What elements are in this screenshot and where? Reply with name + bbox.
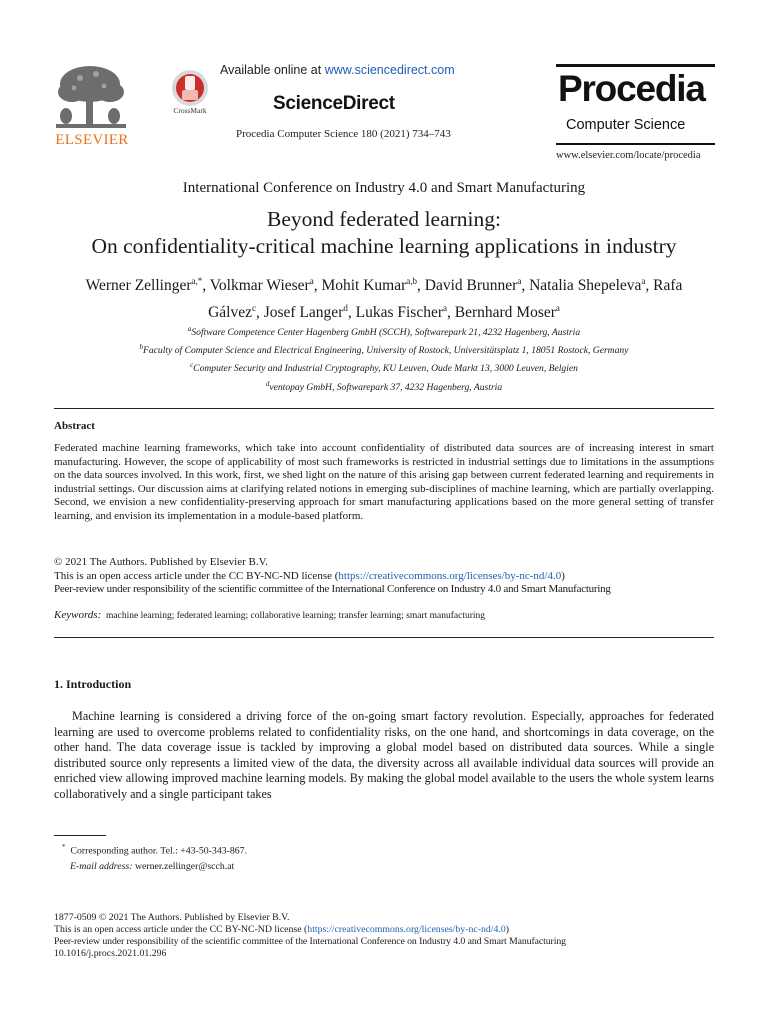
available-online [220, 63, 455, 77]
footer-license-line [54, 924, 734, 936]
license-suffix: ) [561, 569, 565, 582]
footnote-divider [54, 835, 106, 836]
page-footer [54, 912, 734, 960]
affiliation-line [0, 340, 768, 358]
copyright-block [54, 556, 734, 597]
author-affiliation-marker: a [555, 303, 560, 314]
author-name: Bernhard Moser [454, 304, 556, 322]
affiliation-list [0, 322, 768, 395]
abstract-text: Federated machine learning frameworks, which take into account confidentiality of distributed data sources are of increasing interest in smart manufacturing. However, the scope of applicability of most such frameworks is restricted in industrial settings due to limitations in the assumptions on the data sources involved. In this work, first, we shed light on the nature of this arising gap between current federated learning and requirements in industrial settings. Our discussion aims at clarifying related notions in emerging sub-disciplines of machine learning, which are partially overlapping. Second, we envision a new confidentiality-preserving approach for smart manufacturing applications based on the more general setting of transfer learning, and envision its implementation in a module-based platform. [54, 442, 714, 522]
keywords-text: machine learning; federated learning; collaborative learning; transfer learning; smart manufacturing [106, 611, 486, 621]
journal-url-link[interactable]: www.elsevier.com/locate/procedia [556, 150, 701, 161]
license-prefix: This is an open access article under the CC BY-NC-ND license ( [54, 569, 339, 582]
keywords-label: Keywords: [54, 609, 102, 621]
footnote-marker: * [62, 843, 66, 851]
affiliation-line [0, 358, 768, 376]
doi-line[interactable]: 10.1016/j.procs.2021.01.296 [54, 948, 167, 959]
corresponding-author-line [62, 839, 247, 859]
email-label: E-mail address: [70, 861, 133, 873]
footer-license-suffix: ) [505, 924, 509, 935]
license-line [54, 570, 734, 584]
title-line-1: Beyond federated learning: [266, 207, 501, 231]
affiliation-marker: d [265, 379, 270, 388]
abstract-heading: Abstract [54, 420, 95, 432]
affiliation-text: Faculty of Computer Science and Electrical Engineering, University of Rostock, Universitätsplatz 1, 18051 Rostock, Germany [143, 345, 629, 357]
introduction-paragraph: Machine learning is considered a driving force of the on-going smart factory revolution. Especially, approaches for federated learning are used to overcome problems related to confidentiality risks, on the one hand, and shortcomings in data coverage, on the other hand. The data coverage issue is tackled by improving a global model based on distributed data sources. While a single distributed source only represents a limited view of the data, the diversity across all available individual data sources will provide an enriched view allowing improved machine learning models. By making the global model available to the users the whole system learns collaboratively and a single participant takes [54, 709, 714, 801]
author-name: Werner Zellinger [85, 277, 192, 295]
author-name: David Brunner [424, 277, 518, 295]
introduction-text [54, 709, 714, 802]
author-affiliation-marker: a,* [191, 276, 203, 286]
author-name: Josef Langer [263, 304, 344, 322]
section-heading-introduction: 1. Introduction [54, 677, 132, 691]
divider-top [54, 408, 714, 409]
elsevier-wordmark: ELSEVIER [55, 132, 129, 148]
footnote [62, 839, 247, 875]
affiliation-text: Software Competence Center Hagenberg GmbH (SCCH), Softwarepark 21, 4232 Hagenberg, Austria [191, 327, 581, 339]
author-affiliation-marker: a,b [406, 276, 418, 286]
issn-line: 1877-0509 © 2021 The Authors. Published by Elsevier B.V. [54, 912, 290, 923]
procedia-title: Procedia [558, 68, 705, 109]
author-name: Volkmar Wieser [209, 277, 310, 295]
sciencedirect-link[interactable]: www.sciencedirect.com [324, 63, 455, 77]
author-name: Rafa Gálvez [208, 277, 683, 322]
procedia-subtitle: Computer Science [566, 117, 686, 133]
title-line-2: On confidentiality-critical machine learning applications in industry [91, 234, 677, 258]
footer-license-prefix: This is an open access article under the CC BY-NC-ND license ( [54, 924, 308, 935]
author-name: Natalia Shepeleva [529, 277, 642, 295]
sciencedirect-brand: ScienceDirect [273, 93, 395, 114]
affiliation-line [0, 377, 768, 395]
author-name: Lukas Fischer [355, 304, 443, 322]
conference-name: International Conference on Industry 4.0 and Smart Manufacturing [182, 180, 586, 196]
copyright-line: © 2021 The Authors. Published by Elsevier B.V. [54, 556, 268, 568]
author-affiliation-marker: a [443, 303, 447, 314]
email-address[interactable]: werner.zellinger@scch.at [134, 861, 235, 873]
footer-license-link[interactable]: https://creativecommons.org/licenses/by-nc-nd/4.0 [307, 924, 506, 935]
available-prefix: Available online at [220, 63, 325, 77]
email-line [62, 859, 247, 875]
author-affiliation-marker: a [517, 276, 522, 286]
author-affiliation-marker: a [641, 276, 646, 286]
affiliation-marker: b [139, 343, 144, 352]
affiliation-text: ventopay GmbH, Softwarepark 37, 4232 Hagenberg, Austria [269, 381, 503, 393]
journal-reference: Procedia Computer Science 180 (2021) 734–743 [236, 128, 451, 140]
crossmark-label: CrossMark [173, 106, 207, 115]
affiliation-line [0, 322, 768, 340]
author-affiliation-marker: a [309, 276, 314, 286]
keywords-line [54, 609, 485, 621]
divider-bottom [54, 637, 714, 638]
author-name: Mohit Kumar [321, 277, 407, 295]
footer-peer-review: Peer-review under responsibility of the scientific committee of the International Conference on Industry 4.0 and Smart Manufacturing [54, 936, 566, 947]
affiliation-marker: a [187, 325, 192, 333]
author-affiliation-marker: c [251, 303, 256, 314]
author-list: Werner Zellinger$^{a,*}$, Volkmar Wieser$^a$, Mohit Kumar$^{a,b}$, David Brunner$^a$, Natalia Shepeleva$^a$, Rafa Gálvez$^c$, Josef Langer$^d$, Lukas Fischer$^a$, Bernhard Moser$^a$ [85, 276, 683, 322]
corresponding-author-text: Corresponding author. Tel.: +43-50-343-867. [70, 845, 248, 857]
license-link[interactable]: https://creativecommons.org/licenses/by-nc-nd/4.0 [338, 569, 562, 582]
affiliation-text: Computer Security and Industrial Cryptography, KU Leuven, Oude Markt 13, 3000 Leuven, Belgien [193, 363, 578, 375]
author-affiliation-marker: d [343, 303, 348, 314]
paper-title [0, 206, 768, 260]
peer-review-line: Peer-review under responsibility of the scientific committee of the International Conference on Industry 4.0 and Smart Manufacturing [54, 583, 611, 595]
affiliation-marker: c [190, 361, 194, 370]
